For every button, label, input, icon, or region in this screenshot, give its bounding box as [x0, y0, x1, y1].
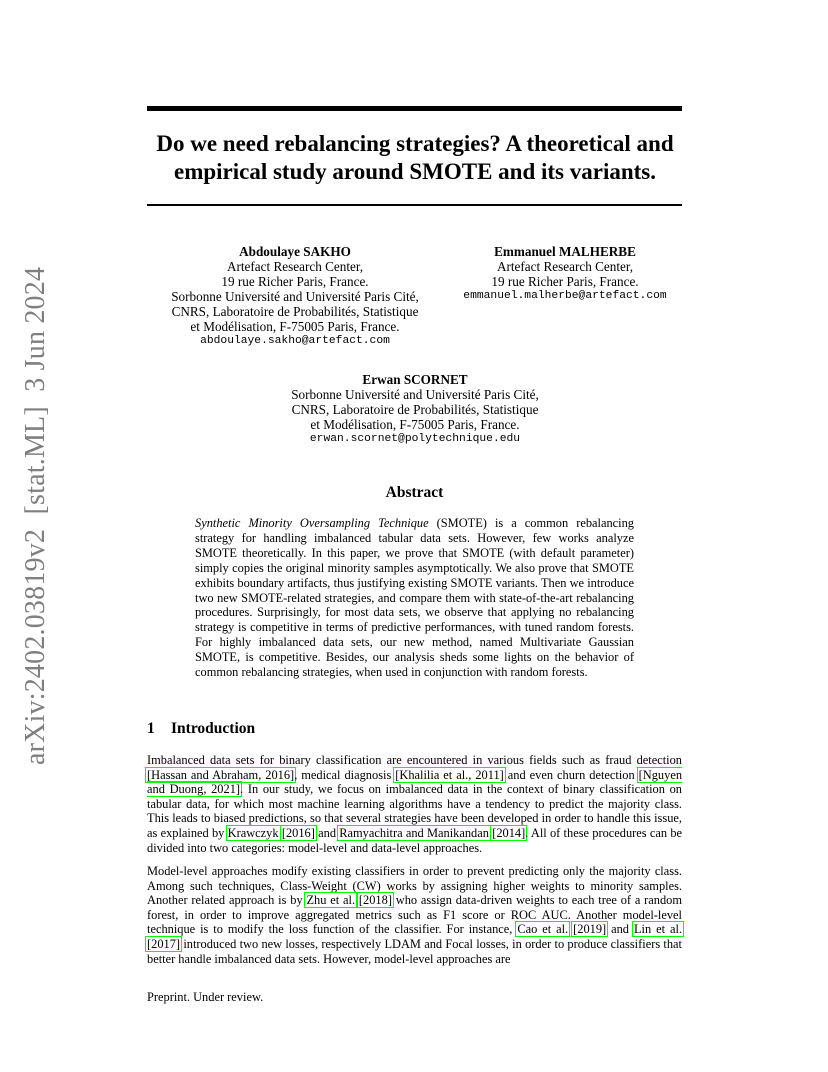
citation-link[interactable]: Lin et al. [633, 922, 683, 937]
paragraph-text: Model-level approaches modify existing classifiers in order to prevent predicting only the majority class. Among such techniques, Class-Weight (CW) works by assigning higher weights to minority samples. Another related approach is by [147, 864, 682, 908]
abstract-body: (SMOTE) is a common rebalancing strategy for handling imbalanced tabular data sets. However, few works analyze SMOTE theoretically. In this paper, we prove that SMOTE (with default parameter) simply copies the original minority samples asymptotically. We also prove that SMOTE exhibits boundary artifacts, thus justifying existing SMOTE variants. Then we introduce two new SMOTE-related strategies, and compare them with state-of-the-art rebalancing procedures. Surprisingly, for most data sets, we observe that applying no rebalancing strategy is competitive in terms of predictive performances, with tuned random forests. For highly imbalanced data sets, our new method, named Multivariate Gaussian SMOTE, is competitive. Besides, our analysis sheds some lights on the behavior of common rebalancing strategies, when used in conjunction with random forests. [195, 516, 635, 680]
author-name: Erwan SCORNET [362, 372, 468, 387]
abstract-text [195, 516, 634, 680]
author-email[interactable]: abdoulaye.sakho@artefact.com [200, 335, 390, 347]
author-affiliation: CNRS, Laboratoire de Probabilités, Statistique [291, 402, 539, 417]
citation-link[interactable]: [2014] [492, 825, 526, 840]
paragraph-text: who assign data-driven weights to each tree of a random forest, in order to improve aggregated metrics such as F1 score or ROC AUC. Another model-level technique is to modify the loss function of the classifier. For instance, [147, 893, 683, 937]
author-block-sakho [150, 244, 440, 349]
citation-link[interactable]: Ramyachitra and Manikandan [339, 825, 489, 840]
paragraph-text: and even churn detection [503, 767, 639, 782]
intro-paragraph-2 [147, 864, 682, 966]
paragraph-text: Imbalanced data sets for binary classification are encountered in various fields such as fraud detection [147, 753, 682, 767]
author-email[interactable]: erwan.scornet@polytechnique.edu [309, 433, 521, 445]
citation-link[interactable]: [Nguyen and Duong, 2021] [147, 767, 683, 797]
paragraph-text: . In our study, we focus on imbalanced data in the context of binary classification on tabular data, for which most machine learning algorithms have a tendency to predict the majority class. This leads to biased predictions, so that several strategies have been developed in order to handle this issue, as explained by [147, 782, 682, 840]
section-number: 1 [147, 720, 155, 737]
author-affiliation: Sorbonne Université and Université Paris Cité, [291, 387, 539, 402]
paragraph-text: , medical diagnosis [294, 767, 396, 782]
citation-link[interactable]: [Hassan and Abraham, 2016] [147, 767, 295, 782]
paper-title [120, 130, 710, 186]
title-top-rule [147, 106, 682, 111]
citation-link[interactable]: Cao et al. [517, 922, 569, 937]
author-affiliation: Artefact Research Center, [226, 259, 364, 274]
citation-link[interactable]: [Khalilia et al., 2011] [395, 767, 504, 782]
author-block-malherbe [420, 244, 710, 304]
author-email[interactable]: emmanuel.malherbe@artefact.com [463, 290, 667, 302]
author-affiliation: 19 rue Richer Paris, France. [221, 274, 369, 289]
citation-link[interactable]: Krawczyk [227, 825, 279, 840]
citation-link[interactable]: [2016] [281, 825, 315, 840]
title-line-2: empirical study around SMOTE and its variants. [173, 159, 656, 184]
author-affiliation: 19 rue Richer Paris, France. [491, 274, 639, 289]
author-block-scornet [270, 372, 560, 447]
citation-link[interactable]: [2018] [358, 893, 392, 908]
citation-link[interactable]: Zhu et al. [306, 893, 356, 908]
author-affiliation: et Modélisation, F-75005 Paris, France. [190, 319, 400, 334]
paragraph-text: and [606, 922, 634, 937]
author-affiliation: et Modélisation, F-75005 Paris, France. [310, 417, 520, 432]
preprint-footer: Preprint. Under review. [147, 990, 264, 1004]
author-name: Emmanuel MALHERBE [494, 244, 636, 259]
author-affiliation: CNRS, Laboratoire de Probabilités, Statistique [171, 304, 419, 319]
paragraph-text: . All of these procedures can be divided into two categories: model-level and data-level approaches. [147, 825, 683, 855]
author-affiliation: Artefact Research Center, [496, 259, 634, 274]
title-bottom-rule [147, 204, 682, 206]
citation-link[interactable]: [2019] [573, 922, 607, 937]
abstract-heading: Abstract [385, 484, 444, 501]
arxiv-side-stamp: arXiv:2402.03819v2 [stat.ML] 3 Jun 2024 [20, 266, 51, 765]
paragraph-text: and [314, 825, 340, 840]
title-line-1: Do we need rebalancing strategies? A theoretical and [156, 131, 674, 156]
author-name: Abdoulaye SAKHO [239, 244, 351, 259]
paragraph-text: introduced two new losses, respectively LDAM and Focal losses, in order to produce classifiers that better handle imbalanced data sets. However, model-level approaches are [147, 936, 682, 966]
section-heading-introduction [147, 720, 255, 738]
author-affiliation: Sorbonne Université and Université Paris Cité, [171, 289, 419, 304]
intro-paragraph-1 [147, 753, 682, 855]
section-title: Introduction [171, 720, 256, 737]
abstract-italic-lead: Synthetic Minority Oversampling Technique [195, 516, 429, 530]
citation-link[interactable]: [2017] [147, 936, 181, 951]
